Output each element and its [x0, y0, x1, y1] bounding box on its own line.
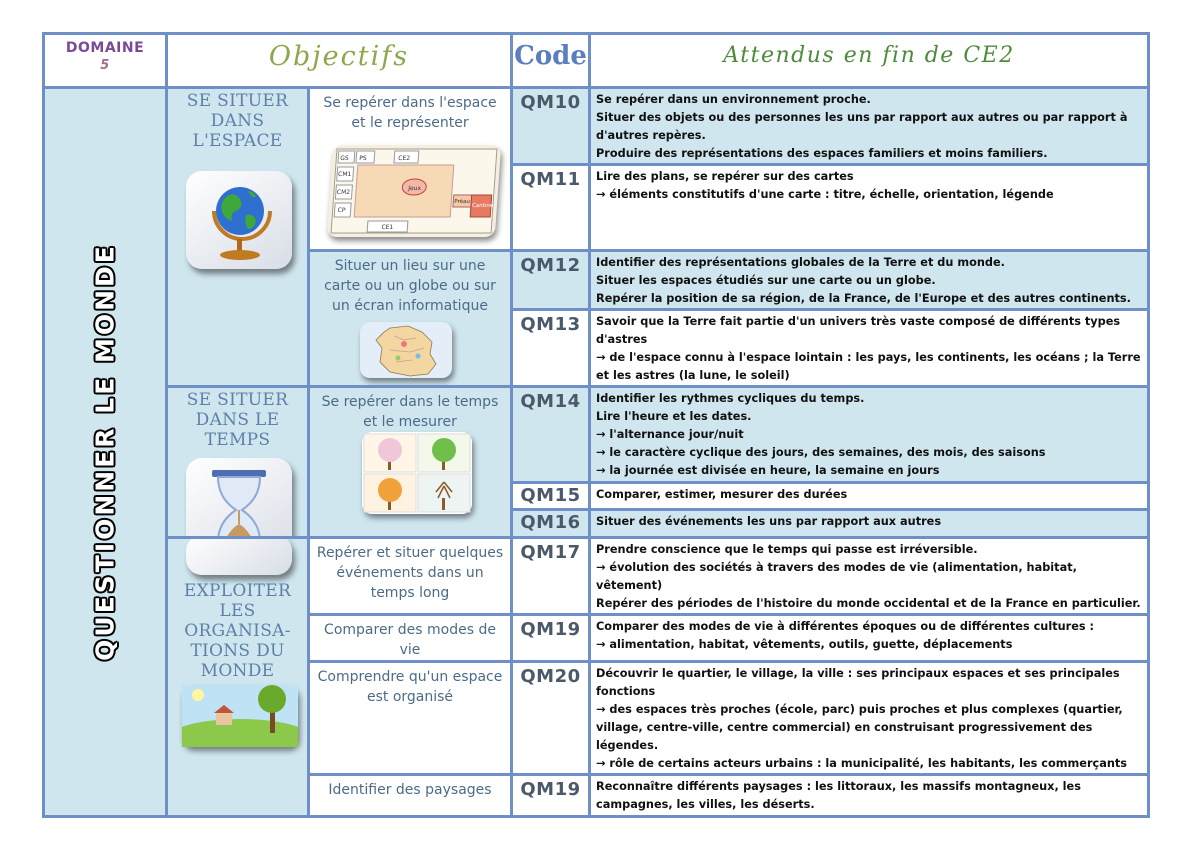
code-label: QM19	[520, 779, 581, 800]
plan-label: Cantine	[471, 203, 494, 209]
attendu-line: Situer des événements les uns par rapport aux autres	[596, 515, 942, 528]
objective-text: Identifier des paysages	[328, 782, 492, 798]
attendu-line: → évolution des sociétés à travers des modes de vie (alimentation, habitat, vêtement)	[596, 561, 1077, 592]
attendu-line: Comparer, estimer, mesurer des durées	[596, 488, 848, 501]
hourglass-tile-bottom	[186, 538, 292, 576]
attendu-line: → de l'espace connu à l'espace lointain : les pays, les continents, les océans ; la Terre et les astres (la lune, le soleil)	[596, 351, 1141, 382]
attendu-line: → alimentation, habitat, vêtements, outils, guette, déplacements	[596, 638, 1013, 651]
attendu-line: Lire l'heure et les dates.	[596, 410, 752, 423]
plan-label: CM2	[336, 189, 351, 196]
attendus-cell	[590, 775, 1149, 817]
code-label: QM19	[520, 619, 581, 640]
attendus-cell	[590, 483, 1149, 510]
objective-text: Repérer et situer quelques événements dans un temps long	[316, 545, 504, 601]
domain-title: QUESTIONNER LE MONDE	[90, 243, 120, 661]
code-cell	[512, 310, 590, 387]
globe-icon	[186, 171, 292, 269]
plan-label: CM1	[337, 171, 352, 178]
attendus-cell	[590, 662, 1149, 775]
objective-text: Se repérer dans le temps et le mesurer	[321, 394, 499, 430]
attendus-cell	[590, 387, 1149, 483]
attendus-cell	[590, 510, 1149, 538]
code-cell	[512, 483, 590, 510]
attendu-line: → des espaces très proches (école, parc) puis proches et plus complexes (quartier, village, centre-ville, centre commercial) en construisant progressivement des légendes.	[596, 703, 1123, 752]
attendu-line: Savoir que la Terre fait partie d'un univers très vaste composé de différents types d'astres	[596, 315, 1121, 346]
seasons-trees-image	[362, 432, 472, 514]
attendus-cell	[590, 251, 1149, 310]
plan-label: CE2	[398, 155, 411, 162]
attendu-line: Produire des représentations des espaces familiers et moins familiers.	[596, 147, 1048, 160]
domaine-number: 5	[100, 58, 110, 73]
objective-text: Comprendre qu'un espace est organisé	[317, 669, 503, 705]
code-label: QM10	[520, 92, 581, 113]
code-label: QM11	[520, 169, 581, 190]
plan-label: Préau	[454, 199, 471, 205]
objective-cell	[309, 88, 512, 251]
objective-cell	[309, 538, 512, 615]
code-cell	[512, 88, 590, 165]
plan-label: PS	[359, 155, 367, 162]
code-label: QM20	[520, 666, 581, 687]
code-cell	[512, 538, 590, 615]
plan-label: GS	[340, 155, 349, 162]
code-cell	[512, 251, 590, 310]
code-label: QM14	[520, 391, 581, 412]
theme-title: EXPLOITER LES ORGANISA-TIONS DU MONDE	[183, 581, 292, 681]
code-cell	[512, 662, 590, 775]
header-attendus	[590, 34, 1149, 88]
code-heading: Code	[514, 41, 587, 71]
code-cell	[512, 165, 590, 251]
objective-cell	[309, 251, 512, 387]
attendu-line: Situer les espaces étudiés sur une carte ou un globe.	[596, 274, 936, 287]
hourglass-icon	[186, 458, 292, 538]
theme-title: SE SITUER DANS LE TEMPS	[186, 390, 289, 450]
theme-organisations	[167, 538, 309, 817]
objective-cell	[309, 387, 512, 538]
plan-label: CE1	[381, 224, 394, 231]
objective-text: Se repérer dans l'espace et le représenter	[323, 95, 497, 131]
theme-title: SE SITUER DANS L'ESPACE	[186, 91, 289, 151]
attendu-line: Repérer des périodes de l'histoire du monde occidental et de la France en particulier.	[596, 597, 1141, 610]
attendu-line: → éléments constitutifs d'une carte : titre, échelle, orientation, légende	[596, 188, 1054, 201]
attendu-line: Découvrir le quartier, le village, la ville : ses principaux espaces et ses principales fonctions	[596, 667, 1120, 698]
attendu-line: Comparer des modes de vie à différentes époques ou de différentes cultures :	[596, 620, 1095, 633]
objective-cell	[309, 662, 512, 775]
attendu-line: Identifier les rythmes cycliques du temps.	[596, 392, 865, 405]
code-cell	[512, 615, 590, 662]
header-domaine	[44, 34, 167, 88]
code-label: QM16	[520, 512, 581, 533]
code-cell	[512, 775, 590, 817]
objective-cell	[309, 775, 512, 817]
school-plan-image	[327, 145, 501, 237]
attendu-line: → la journée est divisée en heure, la semaine en jours	[596, 464, 940, 477]
attendu-line: Repérer la position de sa région, de la France, de l'Europe et des autres continents.	[596, 292, 1131, 305]
header-objectifs	[167, 34, 512, 88]
plan-label: CP	[337, 207, 346, 214]
attendu-line: → l'alternance jour/nuit	[596, 428, 744, 441]
attendus-cell	[590, 310, 1149, 387]
objective-text: Situer un lieu sur une carte ou un globe ou sur un écran informatique	[324, 258, 496, 314]
attendus-cell	[590, 538, 1149, 615]
theme-espace	[167, 88, 309, 387]
attendus-cell	[590, 165, 1149, 251]
attendus-cell	[590, 615, 1149, 662]
curriculum-table	[42, 32, 1150, 818]
attendu-line: Prendre conscience que le temps qui passe est irréversible.	[596, 543, 978, 556]
attendus-heading: Attendus en fin de CE2	[723, 43, 1015, 68]
code-label: QM15	[520, 485, 581, 506]
france-map-image	[360, 322, 452, 378]
attendu-line: Identifier des représentations globales de la Terre et du monde.	[596, 256, 1005, 269]
attendu-line: Se repérer dans un environnement proche.	[596, 93, 871, 106]
code-label: QM13	[520, 314, 581, 335]
domaine-label: DOMAINE	[65, 40, 145, 56]
code-cell	[512, 510, 590, 538]
objective-text: Comparer des modes de vie	[324, 622, 496, 658]
header-code	[512, 34, 590, 88]
attendu-line: → le caractère cyclique des jours, des semaines, des mois, des saisons	[596, 446, 1046, 459]
attendu-line: Lire des plans, se repérer sur des cartes	[596, 170, 854, 183]
attendu-line: Reconnaître différents paysages : les littoraux, les massifs montagneux, les campagnes, les villes, les déserts.	[596, 780, 1081, 811]
attendus-cell	[590, 88, 1149, 165]
domain-cell	[44, 88, 167, 817]
landscape-icon	[182, 685, 298, 747]
plan-label: Jeux	[407, 185, 422, 192]
objective-cell	[309, 615, 512, 662]
attendu-line: Situer des objets ou des personnes les uns par rapport aux autres ou par rapport à d'autres repères.	[596, 111, 1128, 142]
code-cell	[512, 387, 590, 483]
objectifs-heading: Objectifs	[268, 41, 410, 72]
code-label: QM12	[520, 255, 581, 276]
theme-temps	[167, 387, 309, 538]
code-label: QM17	[520, 542, 581, 563]
attendu-line: → rôle de certains acteurs urbains : la municipalité, les habitants, les commerçants	[596, 757, 1128, 770]
